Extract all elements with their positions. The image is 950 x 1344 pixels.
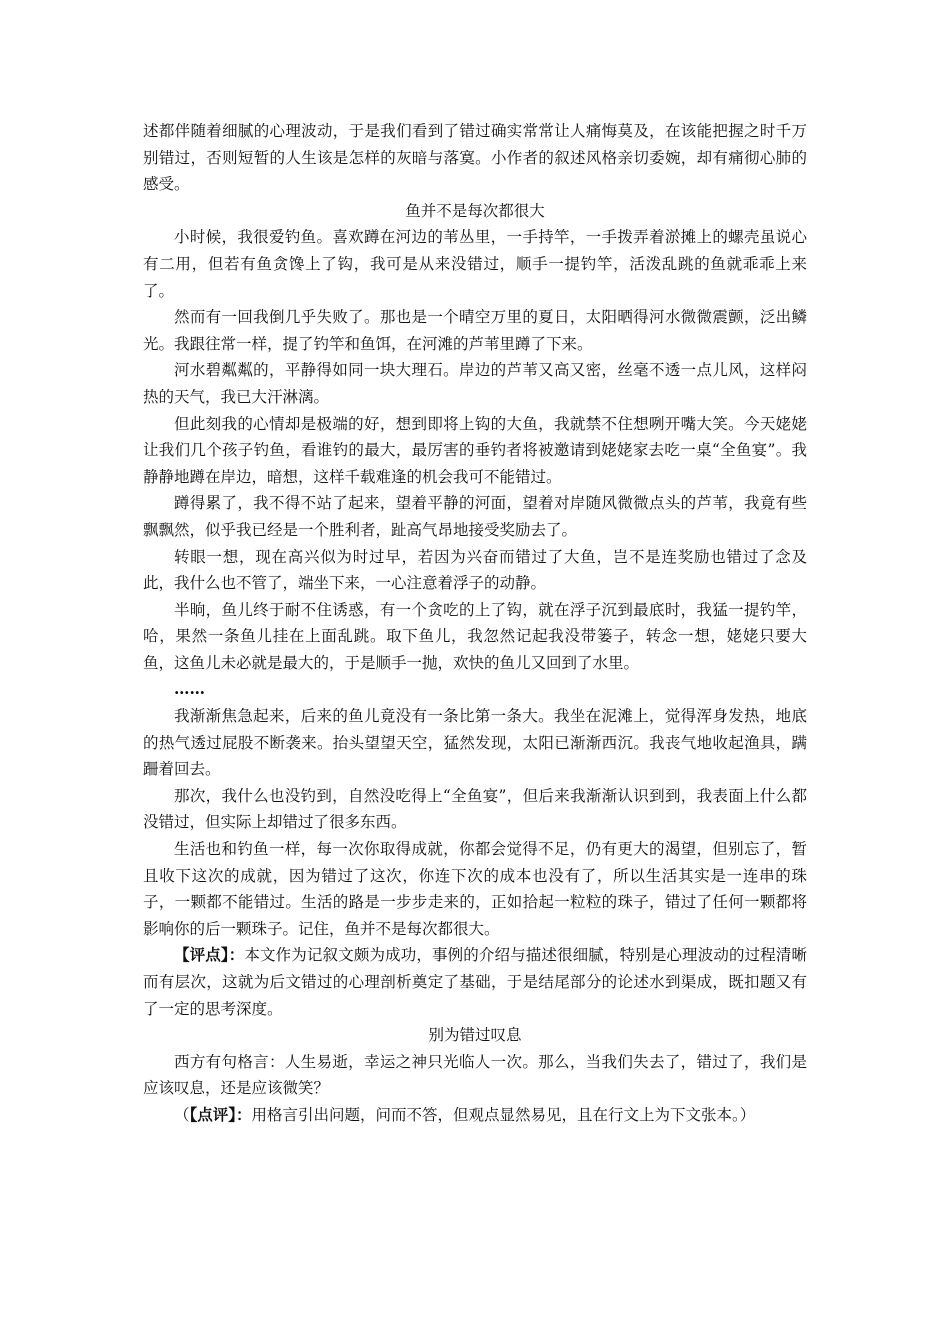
intro-paragraph: 述都伴随着细腻的心理波动，于是我们看到了错过确实常常让人痛悔莫及，在该能把握之时千万别错过，否则短暂的人生该是怎样的灰暗与落寞。小作者的叙述风格亲切委婉，却有痛彻心肺的感受。 [143, 122, 807, 194]
essay1-paragraph: 半晌，鱼儿终于耐不住诱惑，有一个贪吃的上了钩，就在浮子沉到最底时，我猛一提钓竿，哈，果然一条鱼儿挂在上面乱跳。取下鱼儿，我忽然记起我没带篓子，转念一想，姥姥只要大鱼，这鱼儿未必就是最大的，于是顺手一抛，欢快的鱼儿又回到了水里。 [143, 600, 807, 672]
document-page [143, 118, 807, 1129]
comment-label: 【点评】： [189, 1104, 252, 1124]
essay1-paragraph: 但此刻我的心情却是极端的好，想到即将上钩的大鱼，我就禁不住想咧开嘴大笑。今天姥姥让我们几个孩子钓鱼，看谁钓的最大，最厉害的垂钓者将被邀请到姥姥家去吃一桌“全鱼宴”。我静静地蹲在岸边，暗想，这样千载难逢的机会我可不能错过。 [143, 414, 807, 486]
essay2-comment [143, 1102, 807, 1129]
essay1-paragraph: 那次，我什么也没钓到，自然没吃得上“全鱼宴”，但后来我渐渐认识到到，我表面上什么都没错过，但实际上却错过了很多东西。 [143, 786, 807, 832]
essay2-title: 别为错过叹息 [428, 1026, 522, 1045]
comment-label: 【评点】： [174, 945, 245, 965]
comment-open-paren: （ [174, 1105, 190, 1124]
essay1-paragraph: 我渐渐焦急起来，后来的鱼儿竟没有一条比第一条大。我坐在泥滩上，觉得浑身发热，地底的热气透过屁股不断袭来。抬头望望天空，猛然发现，太阳已渐渐西沉。我丧气地收起渔具，蹒跚着回去。 [143, 707, 807, 779]
essay1-paragraph: 然而有一回我倒几乎失败了。那也是一个晴空万里的夏日，太阳晒得河水微微震颤，泛出鳞光。我跟往常一样，提了钓竿和鱼饵，在河滩的芦苇里蹲了下来。 [143, 308, 807, 353]
essay1-paragraph: 转眼一想，现在高兴似为时过早，若因为兴奋而错过了大鱼，岂不是连奖励也错过了念及此，我什么也不管了，端坐下来，一心注意着浮子的动静。 [143, 547, 807, 593]
essay1-paragraph: 河水碧粼粼的，平静得如同一块大理石。岸边的芦苇又高又密，丝毫不透一点儿风，这样闷热的天气，我已大汗淋漓。 [143, 361, 807, 406]
essay1-paragraph: 小时候，我很爱钓鱼。喜欢蹲在河边的苇丛里，一手持竿，一手拨弄着淤摊上的螺壳虽说心有二用，但若有鱼贪馋上了钩，我可是从来没错过，顺手一提钓竿，活泼乱跳的鱼就乖乖上来了。 [143, 228, 807, 300]
essay2-paragraph: 西方有句格言：人生易逝，幸运之神只光临人一次。那么，当我们失去了，错过了，我们是应该叹息，还是应该微笑？ [143, 1052, 807, 1098]
essay1-paragraph: 生活也和钓鱼一样，每一次你取得成就，你都会觉得不足，仍有更大的渴望，但别忘了，暂且收下这次的成就，因为错过了这次，你连下次的成本也没有了，所以生活其实是一连串的珠子，一颗都不能错过。生活的路是一步步走来的，正如拾起一粒粒的珠子，错过了任何一颗都将影响你的后一颗珠子。记住，鱼并不是每次都很大。 [143, 840, 807, 938]
comment-text: 本文作为记叙文颇为成功，事例的介绍与描述很细腻，特别是心理波动的过程清晰而有层次，这就为后文错过的心理剖析奠定了基础，于是结尾部分的论述水到渠成，既扣题又有了一定的思考深度。 [143, 946, 807, 1018]
essay1-comment [143, 942, 807, 1022]
comment-text: 用格言引出问题，问而不答，但观点显然易见，且在行文上为下文张本。） [251, 1105, 756, 1124]
ellipsis-separator: …… [174, 679, 205, 699]
essay1-title: 鱼并不是每次都很大 [405, 201, 545, 220]
essay1-paragraph: 蹲得累了，我不得不站了起来，望着平静的河面，望着对岸随风微微点头的芦苇，我竟有些飘飘然，似乎我已经是一个胜利者，趾高气昂地接受奖励去了。 [143, 494, 807, 539]
